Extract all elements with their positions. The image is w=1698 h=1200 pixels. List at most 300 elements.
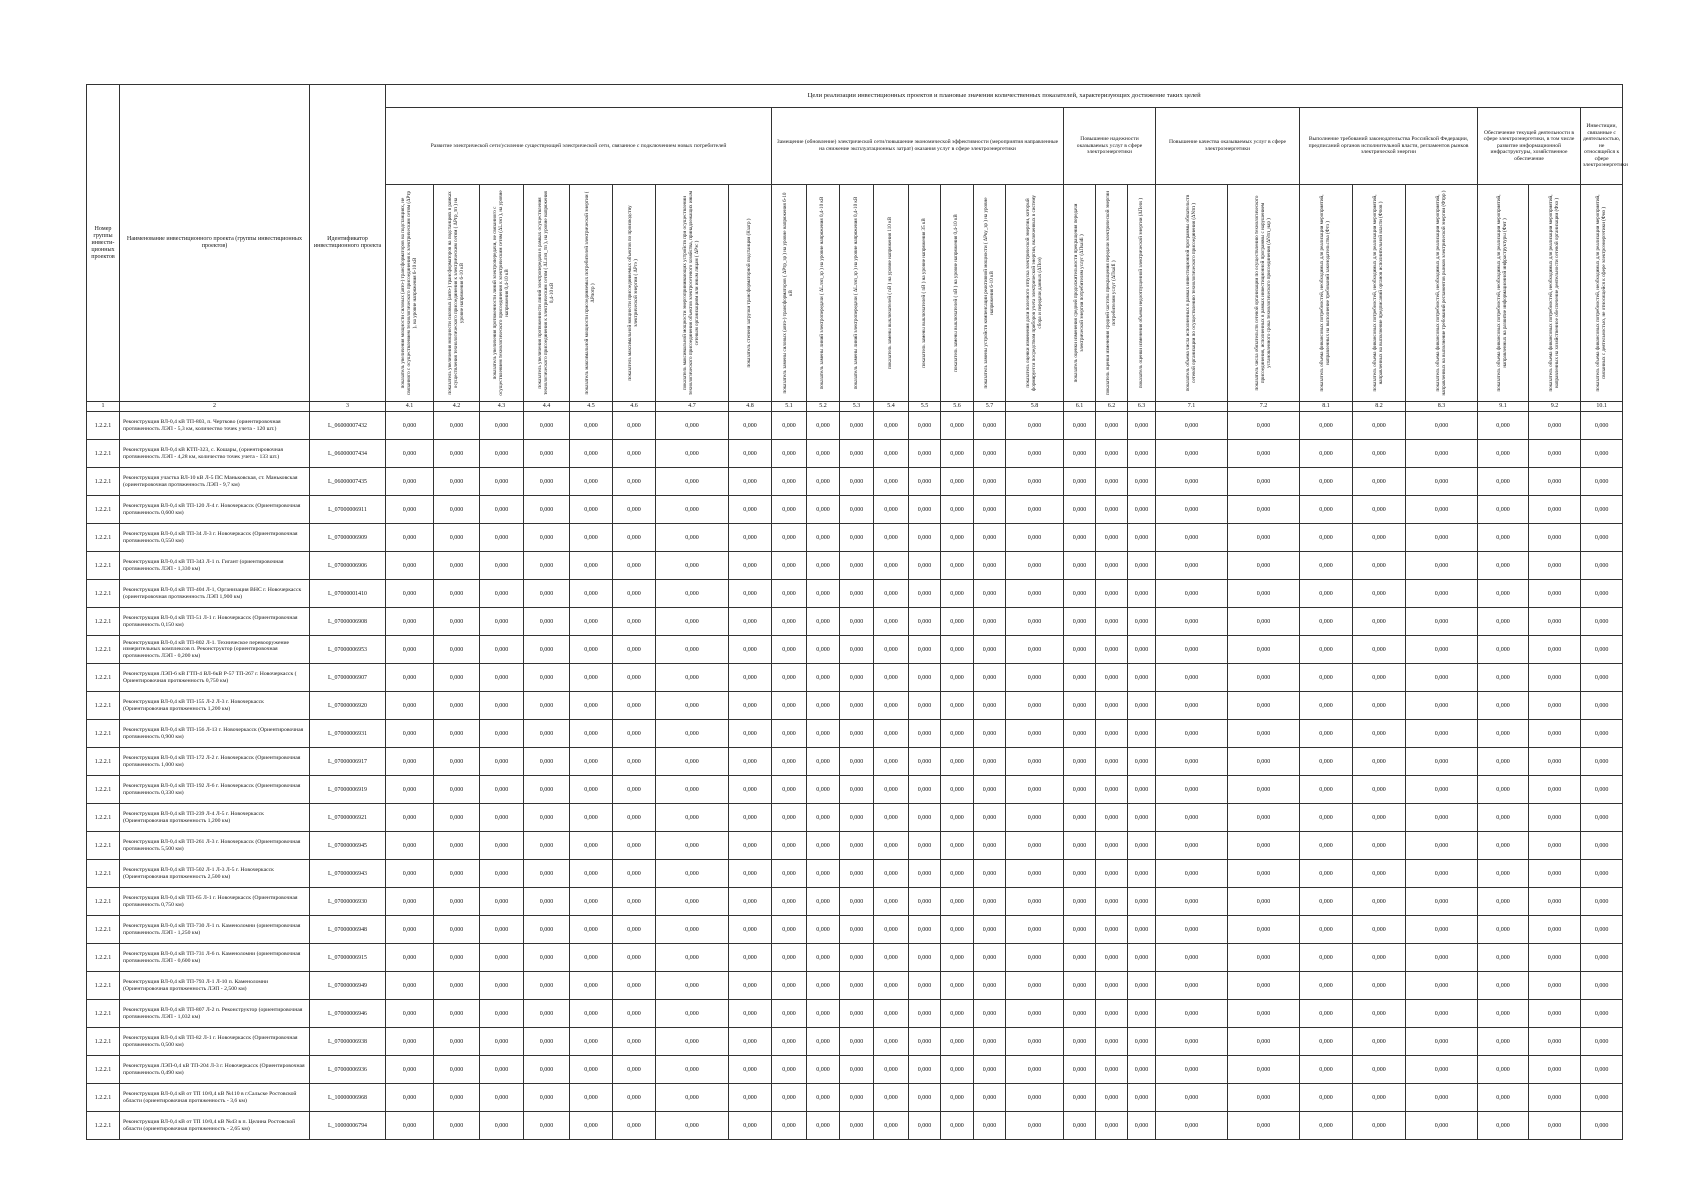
cell-indicator-value: 0,000 [656,692,729,720]
cell-indicator-value: 0,000 [874,1028,909,1056]
cell-indicator-value: 0,000 [874,664,909,692]
cell-indicator-value: 0,000 [1156,608,1228,636]
header-goal-group: Повышение надежности оказываемых услуг в сфере электроэнергетики [1064,108,1156,185]
cell-indicator-value: 0,000 [1096,636,1128,664]
cell-indicator-value: 0,000 [1529,916,1581,944]
cell-indicator-value: 0,000 [386,888,434,916]
cell-indicator-value: 0,000 [1406,1000,1478,1028]
cell-indicator-value: 0,000 [1300,888,1353,916]
cell-indicator-value: 0,000 [772,1028,807,1056]
cell-indicator-value: 0,000 [613,776,656,804]
cell-indicator-value: 0,000 [1300,1000,1353,1028]
cell-indicator-value: 0,000 [974,1028,1006,1056]
cell-indicator-value: 0,000 [1064,664,1096,692]
header-indicator-label: показатель оценки изменения объема недоотпущенной электрической энергии (ΔПens ) [1137,197,1144,389]
column-number: 4.5 [570,402,613,412]
cell-indicator-value: 0,000 [1156,636,1228,664]
header-indicator-label: показатель максимальной мощности присоединяемых потребителей электрической энергии ( ΔPпотр ) [584,191,596,395]
table-row [87,888,1623,916]
cell-indicator-value: 0,000 [656,888,729,916]
header-group-number: Номер группы инвести-ционных проектов [87,85,120,402]
column-number: 7.1 [1156,402,1228,412]
cell-indicator-value: 0,000 [1529,496,1581,524]
header-indicator-label: показатель увеличения мощности силовых (авто-) трансформаторов на подстанциях в рамках осуществления технологического присоединения к электрическим сетям ( ΔPтр_тп ) на уровне напряжения 6-10 кВ [446,191,465,395]
cell-indicator-value: 0,000 [772,888,807,916]
cell-indicator-value: 0,000 [1006,860,1064,888]
cell-indicator-value: 0,000 [524,552,570,580]
cell-indicator-value: 0,000 [807,636,840,664]
cell-indicator-value: 0,000 [1353,860,1406,888]
cell-indicator-value: 0,000 [570,1000,613,1028]
cell-project-id: L_07000006948 [310,916,386,944]
cell-indicator-value: 0,000 [1228,552,1300,580]
cell-indicator-value: 0,000 [1006,776,1064,804]
cell-indicator-value: 0,000 [656,972,729,1000]
cell-project-name: Реконструкция ВЛ-0,4 кВ ТП-793 Л-1 Л-10 п. Каменоломни (Ориентировочная протяженность ЛЭП - 2,500 км) [120,972,310,1000]
column-number: 10.1 [1581,402,1623,412]
column-number: 3 [310,402,386,412]
cell-indicator-value: 0,000 [570,524,613,552]
cell-indicator-value: 0,000 [1228,888,1300,916]
cell-indicator-value: 0,000 [386,664,434,692]
cell-indicator-value: 0,000 [386,720,434,748]
cell-indicator-value: 0,000 [1006,1056,1064,1084]
cell-indicator-value: 0,000 [1096,860,1128,888]
cell-indicator-value: 0,000 [480,636,524,664]
cell-project-name: Реконструкция ВЛ-0,4 кВ ТП-803, п. Чертково (ориентировочная протяженность ЛЭП - 5,3 км, количество точек учета - 120 шт.) [120,412,310,440]
cell-indicator-value: 0,000 [909,1056,941,1084]
cell-indicator-value: 0,000 [656,944,729,972]
cell-indicator-value: 0,000 [1581,580,1623,608]
cell-indicator-value: 0,000 [729,524,772,552]
header-indicator [772,185,807,402]
cell-indicator-value: 0,000 [941,496,974,524]
cell-indicator-value: 0,000 [1406,580,1478,608]
cell-group-number: 1.2.2.1 [87,1028,120,1056]
cell-indicator-value: 0,000 [974,1000,1006,1028]
cell-indicator-value: 0,000 [874,888,909,916]
cell-indicator-value: 0,000 [1128,664,1156,692]
cell-indicator-value: 0,000 [480,1084,524,1112]
header-indicator-label: показатель объема финансовых потребностей, необходимых для реализации мероприятий, направленных на выполнение предписаний органов исполнительной власти (Фпов ) [1372,194,1384,392]
cell-indicator-value: 0,000 [570,720,613,748]
cell-indicator-value: 0,000 [1300,1028,1353,1056]
cell-indicator-value: 0,000 [1096,972,1128,1000]
cell-indicator-value: 0,000 [524,440,570,468]
cell-indicator-value: 0,000 [941,1112,974,1140]
cell-indicator-value: 0,000 [434,972,480,1000]
cell-indicator-value: 0,000 [1300,1084,1353,1112]
cell-group-number: 1.2.2.1 [87,1084,120,1112]
cell-indicator-value: 0,000 [1406,412,1478,440]
cell-indicator-value: 0,000 [434,440,480,468]
cell-indicator-value: 0,000 [1353,1112,1406,1140]
cell-indicator-value: 0,000 [570,468,613,496]
cell-indicator-value: 0,000 [1096,692,1128,720]
cell-group-number: 1.2.2.1 [87,804,120,832]
cell-indicator-value: 0,000 [480,776,524,804]
cell-indicator-value: 0,000 [772,524,807,552]
header-indicator [434,185,480,402]
cell-indicator-value: 0,000 [874,636,909,664]
cell-indicator-value: 0,000 [656,720,729,748]
table-row [87,692,1623,720]
cell-indicator-value: 0,000 [613,496,656,524]
cell-indicator-value: 0,000 [1156,468,1228,496]
cell-indicator-value: 0,000 [1300,524,1353,552]
cell-indicator-value: 0,000 [1156,440,1228,468]
header-indicator-label: показатель замены линий электропередачи ( ΔLлэп_зр ) на уровне напряжения 0,4-10 кВ [819,196,826,390]
cell-indicator-value: 0,000 [1096,524,1128,552]
cell-indicator-value: 0,000 [874,748,909,776]
cell-indicator-value: 0,000 [1300,944,1353,972]
cell-indicator-value: 0,000 [1581,692,1623,720]
cell-indicator-value: 0,000 [729,1084,772,1112]
cell-indicator-value: 0,000 [1581,608,1623,636]
cell-indicator-value: 0,000 [1581,720,1623,748]
cell-indicator-value: 0,000 [729,972,772,1000]
cell-indicator-value: 0,000 [1406,468,1478,496]
cell-indicator-value: 0,000 [1228,860,1300,888]
cell-indicator-value: 0,000 [1156,1084,1228,1112]
cell-indicator-value: 0,000 [1581,524,1623,552]
column-number: 4.7 [656,402,729,412]
header-indicator [974,185,1006,402]
cell-indicator-value: 0,000 [1096,468,1128,496]
cell-indicator-value: 0,000 [941,580,974,608]
cell-indicator-value: 0,000 [613,916,656,944]
column-number: 6.2 [1096,402,1128,412]
cell-indicator-value: 0,000 [613,664,656,692]
cell-indicator-value: 0,000 [941,832,974,860]
cell-indicator-value: 0,000 [1006,664,1064,692]
cell-indicator-value: 0,000 [1128,944,1156,972]
cell-indicator-value: 0,000 [840,1084,874,1112]
cell-indicator-value: 0,000 [1128,412,1156,440]
cell-indicator-value: 0,000 [1096,916,1128,944]
cell-indicator-value: 0,000 [772,832,807,860]
cell-project-name: Реконструкция ВЛ-0,4 кВ ТП-65 Л-1 г. Новочеркасск (Ориентировочная протяженность 0,750 км) [120,888,310,916]
cell-group-number: 1.2.2.1 [87,580,120,608]
cell-indicator-value: 0,000 [1581,748,1623,776]
cell-indicator-value: 0,000 [386,748,434,776]
cell-indicator-value: 0,000 [656,440,729,468]
cell-indicator-value: 0,000 [1156,524,1228,552]
cell-indicator-value: 0,000 [1128,776,1156,804]
cell-project-id: L_07000006945 [310,832,386,860]
cell-indicator-value: 0,000 [1096,496,1128,524]
cell-indicator-value: 0,000 [1478,1084,1529,1112]
cell-indicator-value: 0,000 [1478,748,1529,776]
cell-indicator-value: 0,000 [772,496,807,524]
column-number: 8.2 [1353,402,1406,412]
cell-indicator-value: 0,000 [1529,664,1581,692]
cell-indicator-value: 0,000 [480,468,524,496]
cell-indicator-value: 0,000 [480,944,524,972]
header-indicator [874,185,909,402]
cell-indicator-value: 0,000 [434,1084,480,1112]
cell-indicator-value: 0,000 [729,804,772,832]
cell-indicator-value: 0,000 [386,916,434,944]
table-row [87,916,1623,944]
cell-indicator-value: 0,000 [909,860,941,888]
cell-indicator-value: 0,000 [1353,468,1406,496]
cell-indicator-value: 0,000 [909,748,941,776]
cell-indicator-value: 0,000 [1581,972,1623,1000]
cell-indicator-value: 0,000 [1353,552,1406,580]
cell-indicator-value: 0,000 [1096,552,1128,580]
cell-indicator-value: 0,000 [1300,608,1353,636]
cell-project-name: Реконструкция ЛЭП-0,4 кВ ТП-204 Л-3 г. Новочеркасск (Ориентировочная протяженность 0,490 км) [120,1056,310,1084]
cell-group-number: 1.2.2.1 [87,692,120,720]
cell-indicator-value: 0,000 [1529,720,1581,748]
header-indicator [1353,185,1406,402]
cell-indicator-value: 0,000 [1353,748,1406,776]
cell-indicator-value: 0,000 [941,916,974,944]
cell-indicator-value: 0,000 [840,972,874,1000]
cell-indicator-value: 0,000 [1006,412,1064,440]
cell-indicator-value: 0,000 [1228,636,1300,664]
cell-indicator-value: 0,000 [386,1112,434,1140]
cell-indicator-value: 0,000 [909,692,941,720]
cell-indicator-value: 0,000 [909,1028,941,1056]
table-row [87,1084,1623,1112]
cell-indicator-value: 0,000 [840,832,874,860]
cell-indicator-value: 0,000 [613,636,656,664]
cell-indicator-value: 0,000 [909,580,941,608]
column-number: 4.1 [386,402,434,412]
cell-indicator-value: 0,000 [480,832,524,860]
cell-indicator-value: 0,000 [807,468,840,496]
cell-indicator-value: 0,000 [1478,944,1529,972]
header-project-name: Наименование инвестиционного проекта (группы инвестиционных проектов) [120,85,310,402]
cell-indicator-value: 0,000 [524,496,570,524]
column-number: 4.3 [480,402,524,412]
header-indicator-label: показатель замены линий электропередачи ( ΔLлэп_зр ) на уровне напряжения 0,4-10 кВ [852,196,859,390]
cell-indicator-value: 0,000 [874,440,909,468]
cell-indicator-value: 0,000 [1478,440,1529,468]
cell-indicator-value: 0,000 [1529,692,1581,720]
cell-indicator-value: 0,000 [729,720,772,748]
cell-indicator-value: 0,000 [941,804,974,832]
cell-indicator-value: 0,000 [1406,496,1478,524]
cell-indicator-value: 0,000 [772,1084,807,1112]
header-indicator-label: показатель оценки изменения доли полезного отпуска электрической энергии, который формируется посредством приборов учета электрической энергии, включенных в систему сбора и передачи данных (ΔПоэ) [1024,195,1043,391]
cell-indicator-value: 0,000 [1006,552,1064,580]
cell-indicator-value: 0,000 [909,1084,941,1112]
cell-indicator-value: 0,000 [941,972,974,1000]
cell-indicator-value: 0,000 [1353,1084,1406,1112]
cell-indicator-value: 0,000 [1478,1028,1529,1056]
cell-project-name: Реконструкция ВЛ-0,4 кВ ТП-192 Л-6 г. Новочеркасск (Ориентировочная протяженность 0,330 км) [120,776,310,804]
cell-indicator-value: 0,000 [874,804,909,832]
cell-indicator-value: 0,000 [524,1028,570,1056]
cell-indicator-value: 0,000 [480,412,524,440]
cell-indicator-value: 0,000 [1096,664,1128,692]
cell-indicator-value: 0,000 [1581,664,1623,692]
cell-indicator-value: 0,000 [613,412,656,440]
cell-indicator-value: 0,000 [1096,944,1128,972]
cell-indicator-value: 0,000 [974,412,1006,440]
cell-indicator-value: 0,000 [524,944,570,972]
cell-indicator-value: 0,000 [570,552,613,580]
header-goal-group: Выполнение требований законодательства Российской Федерации, предписаний органов исполнительной власти, регламентов рынков электрической энергии [1300,108,1478,185]
column-number: 5.5 [909,402,941,412]
cell-indicator-value: 0,000 [974,916,1006,944]
cell-indicator-value: 0,000 [524,748,570,776]
cell-indicator-value: 0,000 [1064,496,1096,524]
cell-indicator-value: 0,000 [434,412,480,440]
cell-project-name: Реконструкция ВЛ-0,4 кВ ТП-51 Л-1 г. Новочеркасск (Ориентировочная протяженность 0,150 км) [120,608,310,636]
cell-project-name: Реконструкция ЛЭП-6 кВ ГТП-4 ВЛ-6кВ Р-57 ТП-267 г. Новочеркасск ( Ориентировочная протяженность 0,750 км) [120,664,310,692]
cell-indicator-value: 0,000 [1300,440,1353,468]
cell-indicator-value: 0,000 [1406,1084,1478,1112]
header-goal-group: Инвестиции, связанные с деятельностью, не относящейся к сфере электроэнергетики [1581,108,1623,185]
cell-indicator-value: 0,000 [613,1056,656,1084]
cell-indicator-value: 0,000 [729,412,772,440]
cell-indicator-value: 0,000 [1529,972,1581,1000]
cell-indicator-value: 0,000 [974,496,1006,524]
cell-group-number: 1.2.2.1 [87,720,120,748]
cell-indicator-value: 0,000 [570,1084,613,1112]
cell-indicator-value: 0,000 [807,412,840,440]
cell-project-name: Реконструкция ВЛ-0,4 кВ от ТП 10/0,4 кВ №110 в г.Сальске Ростовской области (ориентировочная протяженность - 3,6 км) [120,1084,310,1112]
cell-indicator-value: 0,000 [480,552,524,580]
cell-indicator-value: 0,000 [524,972,570,1000]
cell-indicator-value: 0,000 [840,608,874,636]
cell-indicator-value: 0,000 [656,1112,729,1140]
column-number: 5.1 [772,402,807,412]
cell-indicator-value: 0,000 [974,1112,1006,1140]
cell-indicator-value: 0,000 [434,1056,480,1084]
cell-indicator-value: 0,000 [570,440,613,468]
cell-indicator-value: 0,000 [807,944,840,972]
cell-indicator-value: 0,000 [480,972,524,1000]
cell-indicator-value: 0,000 [729,636,772,664]
cell-indicator-value: 0,000 [1096,412,1128,440]
cell-indicator-value: 0,000 [1228,1028,1300,1056]
cell-indicator-value: 0,000 [1478,832,1529,860]
cell-indicator-value: 0,000 [729,888,772,916]
cell-indicator-value: 0,000 [729,440,772,468]
cell-indicator-value: 0,000 [1353,608,1406,636]
cell-indicator-value: 0,000 [1064,1000,1096,1028]
header-indicator [941,185,974,402]
cell-indicator-value: 0,000 [1228,468,1300,496]
cell-indicator-value: 0,000 [941,1056,974,1084]
cell-indicator-value: 0,000 [1128,468,1156,496]
cell-indicator-value: 0,000 [840,636,874,664]
cell-indicator-value: 0,000 [1478,972,1529,1000]
cell-indicator-value: 0,000 [1064,636,1096,664]
header-indicator-label: показатель максимальной мощности энергопринимающих устройств при осуществлении технологического присоединения объектов электросетевого хозяйства, принадлежащих иным сетевым организациям или иным лицам ( ΔPэс ) [682,191,700,395]
investment-indicators-table [86,84,1628,1140]
cell-indicator-value: 0,000 [772,972,807,1000]
cell-project-id: L_07000001410 [310,580,386,608]
cell-indicator-value: 0,000 [1529,412,1581,440]
cell-indicator-value: 0,000 [434,1000,480,1028]
cell-indicator-value: 0,000 [1300,468,1353,496]
cell-indicator-value: 0,000 [1529,748,1581,776]
cell-indicator-value: 0,000 [1064,916,1096,944]
cell-indicator-value: 0,000 [874,944,909,972]
cell-indicator-value: 0,000 [656,916,729,944]
header-indicator [656,185,729,402]
cell-indicator-value: 0,000 [840,916,874,944]
cell-indicator-value: 0,000 [524,412,570,440]
cell-indicator-value: 0,000 [974,944,1006,972]
cell-indicator-value: 0,000 [434,944,480,972]
cell-indicator-value: 0,000 [1128,1112,1156,1140]
cell-indicator-value: 0,000 [656,832,729,860]
cell-project-id: L_07000006917 [310,748,386,776]
cell-indicator-value: 0,000 [1156,1028,1228,1056]
cell-indicator-value: 0,000 [480,664,524,692]
cell-indicator-value: 0,000 [1353,944,1406,972]
cell-indicator-value: 0,000 [1478,1056,1529,1084]
cell-indicator-value: 0,000 [434,804,480,832]
cell-indicator-value: 0,000 [386,524,434,552]
cell-indicator-value: 0,000 [840,860,874,888]
cell-indicator-value: 0,000 [772,776,807,804]
cell-indicator-value: 0,000 [656,804,729,832]
header-goal-group: Повышение качества оказываемых услуг в сфере электроэнергетики [1156,108,1300,185]
cell-indicator-value: 0,000 [1300,748,1353,776]
cell-indicator-value: 0,000 [941,860,974,888]
cell-indicator-value: 0,000 [570,888,613,916]
cell-group-number: 1.2.2.1 [87,496,120,524]
cell-indicator-value: 0,000 [874,832,909,860]
cell-indicator-value: 0,000 [1096,608,1128,636]
cell-indicator-value: 0,000 [1128,440,1156,468]
cell-indicator-value: 0,000 [434,748,480,776]
cell-indicator-value: 0,000 [772,748,807,776]
column-number: 5.6 [941,402,974,412]
cell-indicator-value: 0,000 [1581,636,1623,664]
cell-indicator-value: 0,000 [656,608,729,636]
cell-indicator-value: 0,000 [434,608,480,636]
cell-indicator-value: 0,000 [1300,972,1353,1000]
cell-project-name: Реконструкция ВЛ-0,4 кВ от ТП 10/0,4 кВ №43 в п. Целина Ростовской области (ориентировочная протяженность - 2,65 км) [120,1112,310,1140]
cell-project-name: Реконструкция ВЛ-0,4 кВ ТП-502 Л-1 Л-3 Л-5 г. Новочеркасск (Ориентировочная протяженность 2,500 км) [120,860,310,888]
cell-indicator-value: 0,000 [613,440,656,468]
cell-indicator-value: 0,000 [974,664,1006,692]
cell-indicator-value: 0,000 [1156,776,1228,804]
cell-indicator-value: 0,000 [1353,412,1406,440]
cell-indicator-value: 0,000 [1128,496,1156,524]
cell-indicator-value: 0,000 [1406,1028,1478,1056]
cell-indicator-value: 0,000 [613,720,656,748]
cell-indicator-value: 0,000 [434,860,480,888]
cell-indicator-value: 0,000 [613,804,656,832]
table-row [87,972,1623,1000]
cell-group-number: 1.2.2.1 [87,748,120,776]
cell-project-name: Реконструкция ВЛ-0,4 кВ ТП-156 Л-13 г. Новочеркасск (Ориентировочная протяженность 0,900 км) [120,720,310,748]
table-row [87,552,1623,580]
cell-indicator-value: 0,000 [729,916,772,944]
cell-indicator-value: 0,000 [570,664,613,692]
cell-indicator-value: 0,000 [807,888,840,916]
column-number: 1 [87,402,120,412]
cell-indicator-value: 0,000 [1300,1112,1353,1140]
cell-indicator-value: 0,000 [1096,748,1128,776]
cell-indicator-value: 0,000 [772,412,807,440]
cell-indicator-value: 0,000 [1581,552,1623,580]
cell-indicator-value: 0,000 [874,552,909,580]
cell-indicator-value: 0,000 [807,580,840,608]
cell-project-id: L_07000006949 [310,972,386,1000]
table-row [87,720,1623,748]
